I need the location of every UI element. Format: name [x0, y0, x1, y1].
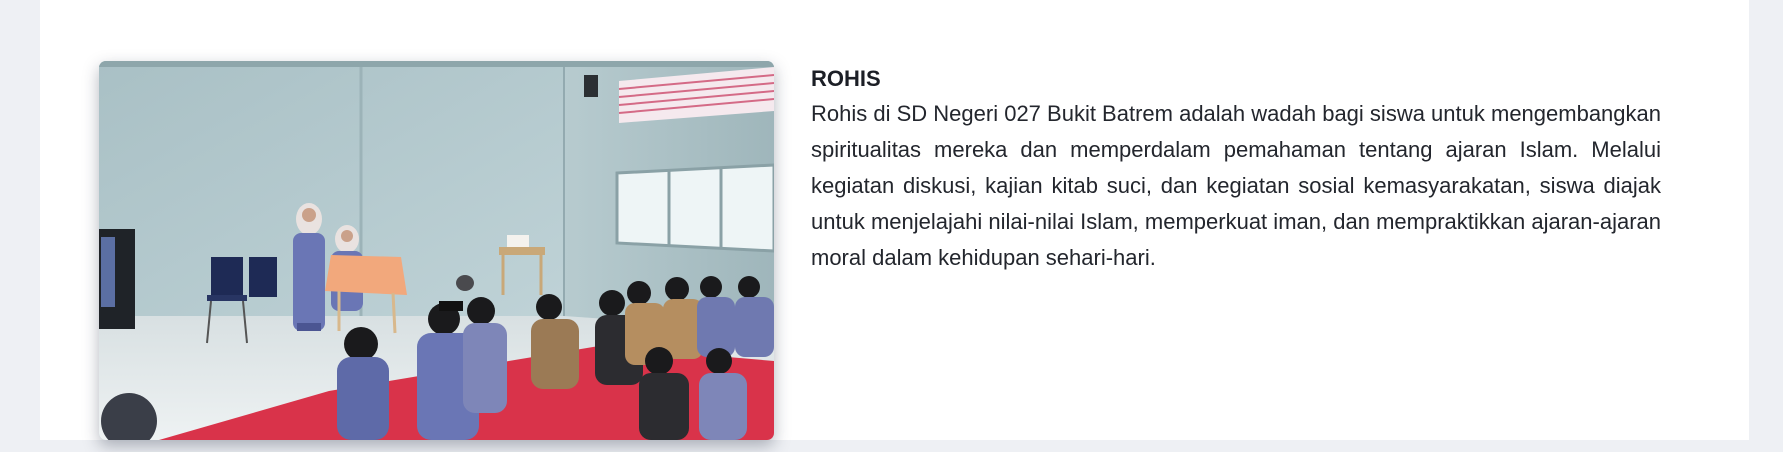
section-description: Rohis di SD Negeri 027 Bukit Batrem adalah wadah bagi siswa untuk mengembangkan spiritualitas mereka dan memperdalam pemahaman tentang ajaran Islam. Melalui kegiatan diskusi, kajian kitab suci, dan kegiatan sosial kemasyarakatan, siswa diajak untuk menjelajahi nilai-nilai Islam, memperkuat iman, dan mempraktikkan ajaran-ajaran moral dalam kehidupan sehari-hari.: [811, 101, 1661, 270]
rohis-text-block: [811, 64, 1661, 276]
content-card: [40, 0, 1749, 440]
section-title: ROHIS: [811, 66, 881, 91]
rohis-activity-photo: [99, 61, 774, 440]
